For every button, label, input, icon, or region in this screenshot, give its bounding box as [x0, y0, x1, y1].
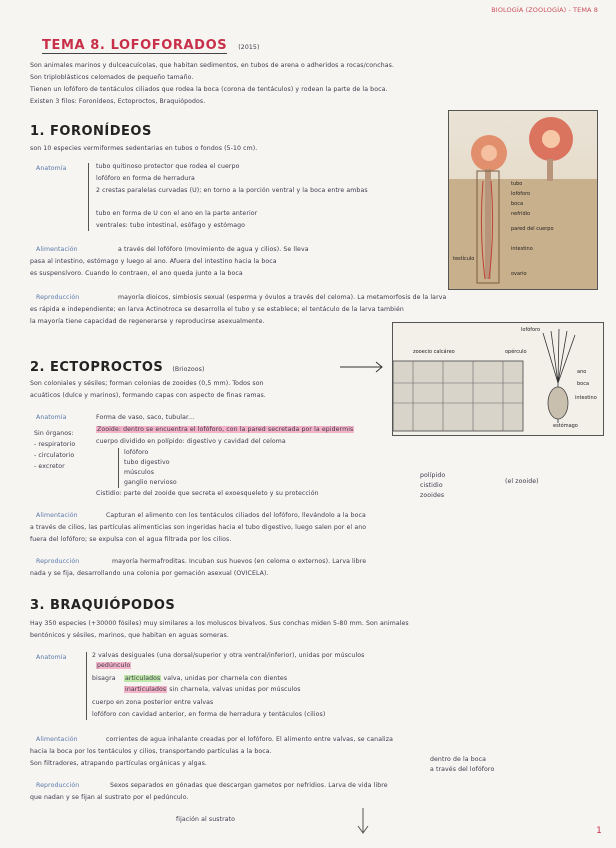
s2-feeding-1: Capturan el alimento con los tentáculos ciliados del lofóforo, llevándolo a la boca	[106, 512, 366, 519]
s3-anatomy-3: bisagra	[92, 675, 116, 682]
s3-feeding-label: Alimentación	[36, 736, 78, 743]
s2-anatomy-6: músculos	[124, 469, 155, 476]
s3-anatomy-2	[96, 662, 131, 669]
s2-intro-1: Son coloniales y sésiles; forman colonias de zooides (0,5 mm). Todos son	[30, 380, 264, 387]
s2-anatomy-4: lofóforo	[124, 449, 149, 456]
s3-anatomy-brace	[86, 652, 87, 720]
s1-heading: 1. FORONÍDEOS	[30, 124, 152, 139]
s3-intro-2: bentónicos y sésiles, marinos, que habitan en aguas someras.	[30, 632, 229, 639]
s3-anatomy-1: 2 valvas desiguales (una dorsal/superior y otra ventral/inferior), unidas por músculos	[92, 652, 365, 659]
s2-cistide: Cistidio: parte del zooide que secreta el exoesqueleto y su protección	[96, 490, 319, 497]
s1-feeding-3: es suspensívoro. Cuando lo contraen, el ano queda junto a la boca	[30, 270, 243, 277]
s1-anatomy-brace	[88, 163, 93, 231]
s2-anatomy-brace	[118, 448, 119, 488]
s3-intro-1: Hay 350 especies (+30000 fósiles) muy similares a los moluscos bivalvos. Sus conchas miden 5-80 mm. Son animales	[30, 620, 409, 627]
s3-articulados-row	[124, 675, 287, 682]
s2-side-note-1: polípido	[420, 472, 446, 479]
s2-sidebar-4: - excretor	[34, 463, 65, 470]
s2-feeding-3: fuera del lofóforo; se expulsa con el agua filtrada por los cilios.	[30, 536, 232, 543]
intro-line-3: Tienen un lofóforo de tentáculos ciliados que rodea la boca (corona de tentáculos) y rodean la parte de la boca.	[30, 86, 388, 93]
fig2-label-zooecio: zooecio calcáreo	[413, 349, 455, 355]
fig2-label-operculo: opérculo	[505, 349, 527, 355]
s2-anatomy-7: ganglio nervioso	[124, 479, 177, 486]
colony-block	[393, 361, 523, 431]
s3-repro-1: Sexos separados en gónadas que descargan gametos por nefridios. Larva de vida libre	[110, 782, 388, 789]
title-text: TEMA 8. LOFOFORADOS	[42, 38, 228, 53]
s1-subtitle: son 10 especies vermiformes sedentarias en tubos o fondos (5-10 cm).	[30, 145, 258, 152]
s2-sidebar-1: Sin órganos:	[34, 430, 74, 437]
s3-feeding-2: hacia la boca por los tentáculos y cilios, transportando partículas a la boca.	[30, 748, 272, 755]
s1-anatomy-label: Anatomía	[36, 165, 67, 172]
title-suffix: (2015)	[238, 44, 260, 51]
s3-charn-a: valva, unidas por charnela con dientes	[163, 675, 288, 682]
phoronid-crown-left	[471, 135, 507, 171]
s1-repro-label: Reproducción	[36, 294, 80, 301]
down-arrow-icon	[356, 806, 370, 836]
s1-anatomy-1: tubo quitinoso protector que rodea el cuerpo	[96, 163, 240, 170]
fig1-label-intestino: intestino	[511, 246, 533, 252]
intro-line-1: Son animales marinos y dulceacuícolas, que habitan sedimentos, en tubos de arena o adheridos a rocas/conchas.	[30, 62, 395, 69]
s2-repro-2: nada y se fija, desarrollando una colonia por gemación asexual (OVICELA).	[30, 570, 269, 577]
s2-heading-row	[30, 356, 205, 375]
s3-charn-b: sin charnela, valvas unidas por músculos	[169, 686, 301, 693]
course-header: BIOLOGÍA (ZOOLOGÍA) - TEMA 8	[491, 6, 598, 14]
fig1-label-ovario: ovario	[511, 271, 527, 277]
page-number: 1	[596, 826, 602, 836]
s2-anatomy-3: cuerpo dividido en polípido: digestivo y cavidad del celoma	[96, 438, 286, 445]
s2-right-note: (el zooide)	[505, 478, 539, 485]
page-title	[42, 34, 259, 53]
s2-sidebar-2: - respiratorio	[34, 441, 76, 448]
s2-feeding-label: Alimentación	[36, 512, 78, 519]
fig2-label-lofoforo: lofóforo	[521, 327, 541, 333]
fig1-label-pared: pared del cuerpo	[511, 226, 554, 232]
s3-repro-2: que nadan y se fijan al sustrato por el pedúnculo.	[30, 794, 189, 801]
arrow-icon	[338, 360, 388, 374]
s1-feeding-1: a través del lofóforo (movimiento de agua y cilios). Se lleva	[118, 246, 309, 253]
inarticulados-highlight: inarticulados	[125, 686, 167, 693]
s1-feeding-label: Alimentación	[36, 246, 78, 253]
s1-anatomy-5: ventrales: tubo intestinal, esófago y estómago	[96, 222, 246, 229]
fig2-label-boca: boca	[577, 381, 590, 387]
articulados-highlight: articulados	[125, 675, 161, 682]
s3-side-note-1: dentro de la boca	[430, 756, 487, 763]
s2-anatomy-label: Anatomía	[36, 414, 67, 421]
s3-anatomy-7: lofóforo con cavidad anterior, en forma de herradura y tentáculos (cilios)	[92, 711, 326, 718]
s2-heading: 2. ECTOPROCTOS	[30, 360, 164, 375]
s2-side-note-3: zooides	[420, 492, 445, 499]
fig2-label-estomago: estómago	[553, 423, 578, 429]
fig2-label-intestino: intestino	[575, 395, 597, 401]
intro-line-4: Existen 3 filos: Foronídeos, Ectoproctos, Braquiópodos.	[30, 98, 206, 105]
s2-sidebar-3: - circulatorio	[34, 452, 75, 459]
s3-heading: 3. BRAQUIÓPODOS	[30, 598, 176, 613]
s2-feeding-2: a través de cilios, las partículas alimenticias son ingeridas hacia el tubo digestivo, luego salen por el ano	[30, 524, 367, 531]
s2-repro-label: Reproducción	[36, 558, 80, 565]
s1-feeding-2: pasa al intestino, estómago y luego al ano. Afuera del intestino hacia la boca	[30, 258, 277, 265]
s1-repro-2: es rápida e independiente; en larva Actinotroca se desarrolla el tubo y se establece; el tentáculo de la larva también	[30, 306, 404, 313]
fig1-label-testiculo: testículo	[453, 256, 475, 262]
s1-anatomy-3: 2 crestas paralelas curvadas (U); en torno a la porción ventral y la boca entre ambas	[96, 187, 368, 194]
phoronid-figure	[448, 110, 598, 290]
s2-aka: (Briozoos)	[172, 366, 205, 373]
phoronid-crown-right	[529, 117, 573, 161]
fig1-label-tubo: tubo	[511, 181, 523, 187]
fig2-label-ano: ano	[577, 369, 587, 375]
fig1-label-nefridio: nefridio	[511, 211, 531, 217]
peduncle-highlight: pedúnculo	[97, 662, 131, 669]
zooide-highlight: Zooide: dentro se encuentra el lofóforo, con la pared secretada por la epidermis	[97, 426, 354, 433]
s2-side-note-2: cistidio	[420, 482, 443, 489]
s3-anatomy-label: Anatomía	[36, 654, 67, 661]
fig1-label-boca: boca	[511, 201, 524, 207]
fig1-label-lofoforo: lofóforo	[511, 191, 531, 197]
s3-side-note-2: a través del lofóforo	[430, 766, 495, 773]
tube-left	[485, 169, 491, 279]
s2-anatomy-1: Forma de vaso, saco, tubular...	[96, 414, 195, 421]
s2-intro-2: acuáticos (dulce y marinos), formando capas con aspecto de finas ramas.	[30, 392, 266, 399]
polypide	[548, 387, 568, 419]
bryozoan-drawing	[393, 323, 603, 435]
s1-repro-1: mayoría dioicos, simbiosis sexual (esperma y óvulos a través del celoma). La metamorfosis de la larva	[118, 294, 447, 301]
s1-anatomy-2: lofóforo en forma de herradura	[96, 175, 195, 182]
s3-feeding-1: corrientes de agua inhalante creadas por el lofóforo. El alimento entre valvas, se canaliza	[106, 736, 393, 743]
phoronid-drawing	[449, 111, 597, 289]
s3-feeding-3: Son filtradores, atrapando partículas orgánicas y algas.	[30, 760, 207, 767]
tube-right	[547, 159, 553, 181]
s1-anatomy-4: tubo en forma de U con el ano en la parte anterior	[96, 210, 258, 217]
s3-anatomy-6: cuerpo en zona posterior entre valvas	[92, 699, 214, 706]
s3-repro-label: Reproducción	[36, 782, 80, 789]
s2-anatomy-5: tubo digestivo	[124, 459, 170, 466]
s3-inarticulados-row	[124, 686, 301, 693]
s2-anatomy-2	[96, 426, 354, 433]
s1-repro-3: la mayoría tiene capacidad de regenerarse y reproducirse asexualmente.	[30, 318, 265, 325]
intro-line-2: Son triploblásticos celomados de pequeño tamaño.	[30, 74, 194, 81]
s2-repro-1: mayoría hermafroditas. Incuban sus huevos (en celoma o externos). Larva libre	[112, 558, 367, 565]
bryozoan-figure	[392, 322, 604, 436]
s3-bottom-note: fijación al sustrato	[176, 816, 236, 823]
